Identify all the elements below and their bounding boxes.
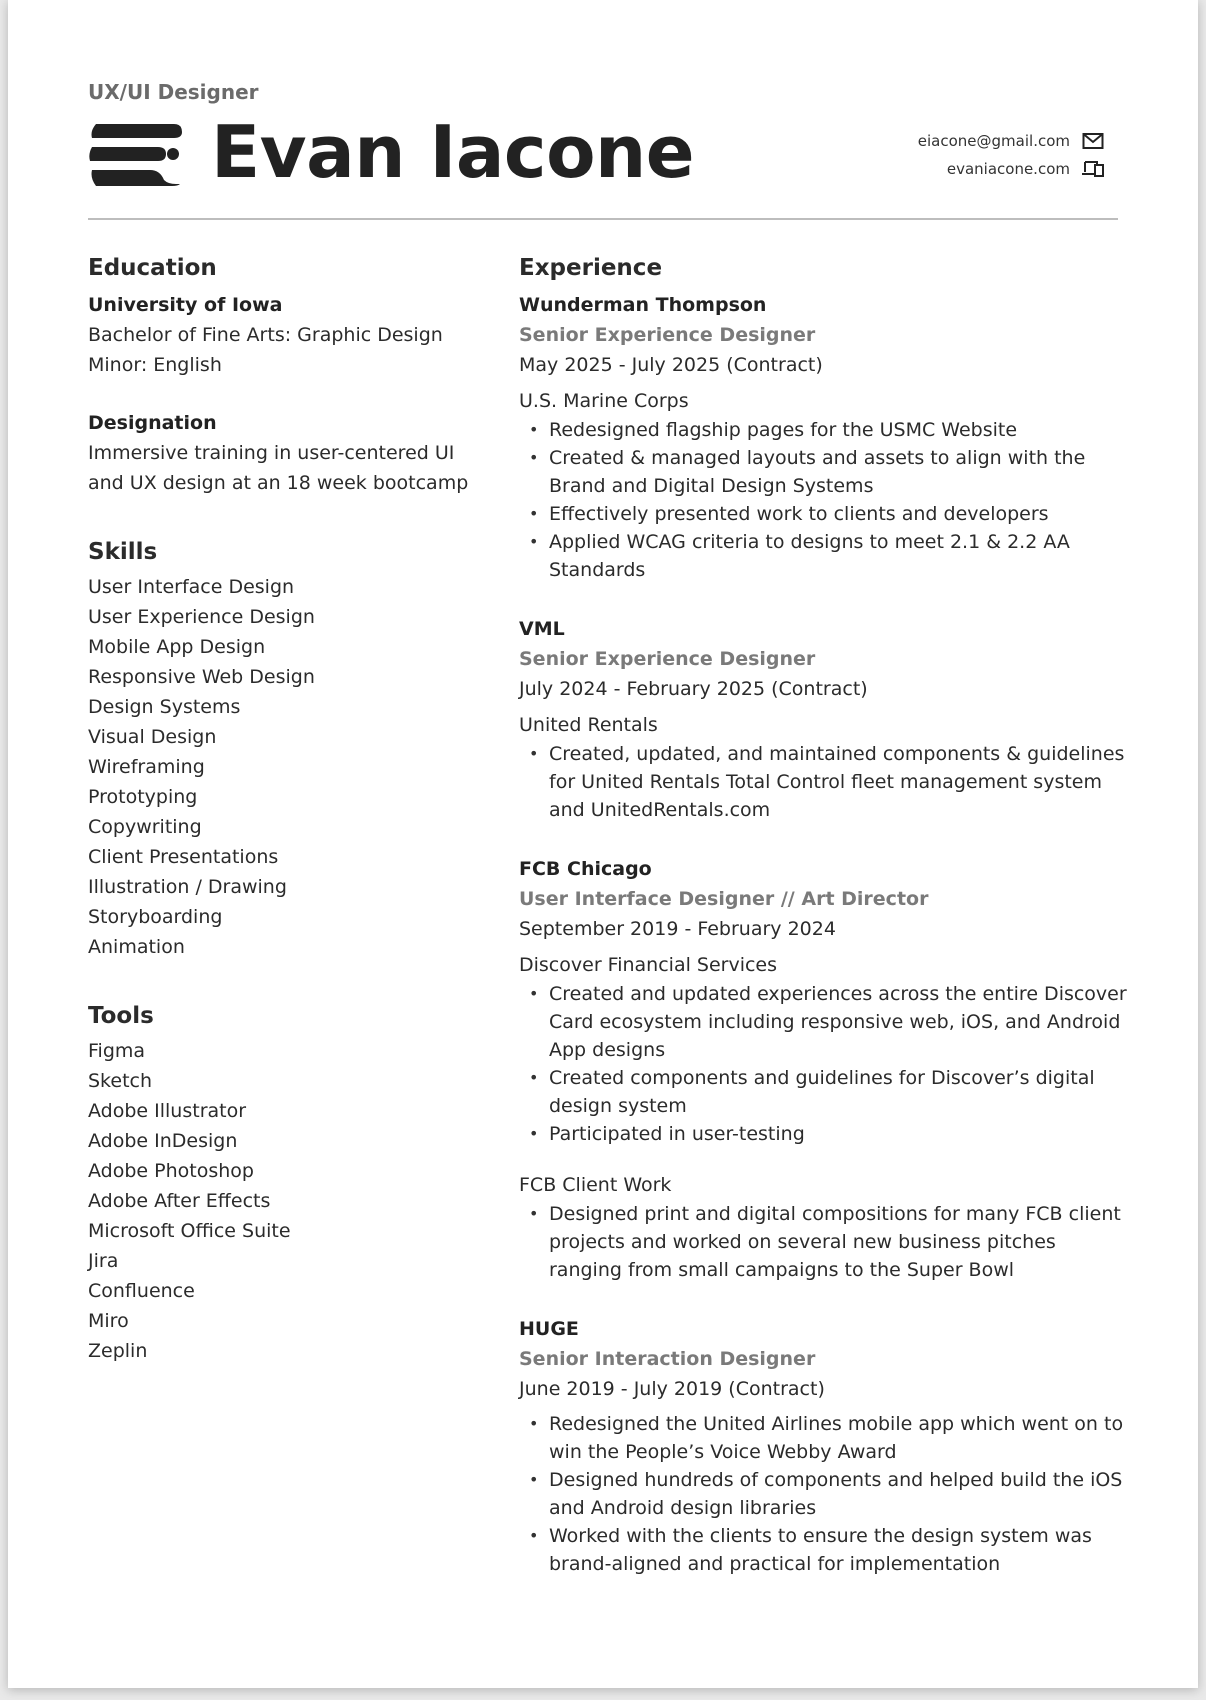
bullet-list	[519, 740, 1129, 824]
tool-item: Miro	[88, 1310, 129, 1332]
tools-list	[88, 1036, 488, 1366]
client-name: United Rentals	[519, 714, 658, 736]
website-link[interactable]: evaniacone.com	[946, 160, 1070, 178]
bullet-item: • Created, updated, and maintained components & guidelines for United Rentals Total Control fleet management system and UnitedRentals.com	[519, 740, 1129, 824]
skill-item: Client Presentations	[88, 846, 279, 868]
skill-item: Prototyping	[88, 786, 198, 808]
job-title: Senior Experience Designer	[519, 324, 816, 346]
bullet-item: • Worked with the clients to ensure the design system was brand-aligned and practical for implementation	[519, 1522, 1129, 1578]
tool-item: Jira	[88, 1250, 119, 1272]
job-dates: June 2019 - July 2019 (Contract)	[519, 1378, 825, 1400]
full-name: Evan Iacone	[211, 110, 695, 194]
bullet-item: • Created components and guidelines for Discover’s digital design system	[519, 1064, 1129, 1120]
education-heading: Education	[88, 255, 217, 281]
skill-item: Responsive Web Design	[88, 666, 315, 688]
designation-heading: Designation	[88, 412, 217, 434]
designation-line: Immersive training in user-centered UI	[88, 442, 455, 464]
minor: Minor: English	[88, 354, 222, 376]
email-link[interactable]: eiacone@gmail.com	[917, 132, 1070, 150]
tool-item: Zeplin	[88, 1340, 148, 1362]
tool-item: Figma	[88, 1040, 146, 1062]
tool-item: Microsoft Office Suite	[88, 1220, 291, 1242]
tools-heading: Tools	[88, 1003, 154, 1029]
tool-item: Adobe Photoshop	[88, 1160, 254, 1182]
bullet-list	[519, 416, 1129, 584]
skill-item: Copywriting	[88, 816, 202, 838]
company-name: HUGE	[519, 1318, 579, 1340]
right-column	[519, 252, 1129, 1608]
tool-item: Adobe InDesign	[88, 1130, 238, 1152]
education-section	[88, 252, 488, 498]
skills-section	[88, 536, 488, 962]
tool-item: Adobe After Effects	[88, 1190, 271, 1212]
job-title: Senior Experience Designer	[519, 648, 816, 670]
company-name: Wunderman Thompson	[519, 294, 767, 316]
bullet-list	[519, 980, 1129, 1148]
job-dates: September 2019 - February 2024	[519, 918, 836, 940]
devices-icon	[1082, 159, 1104, 177]
bullet-item: • Redesigned flagship pages for the USMC Website	[519, 416, 1129, 444]
skill-item: Design Systems	[88, 696, 241, 718]
bullet-item: • Redesigned the United Airlines mobile app which went on to win the People’s Voice Webby Award	[519, 1410, 1129, 1466]
bullet-list	[519, 1410, 1129, 1578]
resume-page	[8, 0, 1198, 1688]
bullet-item: • Participated in user-testing	[519, 1120, 1129, 1148]
ei-monogram-logo	[88, 120, 186, 188]
school-name: University of Iowa	[88, 294, 283, 316]
job-entry	[519, 614, 1129, 824]
bullet-item: • Created and updated experiences across the entire Discover Card ecosystem including responsive web, iOS, and Android App designs	[519, 980, 1129, 1064]
experience-heading: Experience	[519, 255, 663, 281]
client-name: FCB Client Work	[519, 1174, 672, 1196]
tool-item: Sketch	[88, 1070, 153, 1092]
skill-item: Mobile App Design	[88, 636, 266, 658]
company-name: VML	[519, 618, 565, 640]
job-dates: May 2025 - July 2025 (Contract)	[519, 354, 823, 376]
skills-heading: Skills	[88, 539, 158, 565]
skills-list	[88, 572, 488, 962]
left-column	[88, 252, 488, 1404]
client-name: U.S. Marine Corps	[519, 390, 689, 412]
job-dates: July 2024 - February 2025 (Contract)	[519, 678, 868, 700]
skill-item: Wireframing	[88, 756, 205, 778]
bullet-item: • Applied WCAG criteria to designs to meet 2.1 & 2.2 AA Standards	[519, 528, 1129, 584]
skill-item: Animation	[88, 936, 185, 958]
skill-item: Storyboarding	[88, 906, 223, 928]
job-title: Senior Interaction Designer	[519, 1348, 816, 1370]
skill-item: Illustration / Drawing	[88, 876, 287, 898]
bullet-item: • Effectively presented work to clients and developers	[519, 500, 1129, 528]
bullet-item: • Created & managed layouts and assets to align with the Brand and Digital Design Systems	[519, 444, 1129, 500]
job-title: User Interface Designer // Art Director	[519, 888, 929, 910]
bullet-list	[519, 1200, 1129, 1284]
job-entry	[519, 1314, 1129, 1578]
envelope-icon	[1082, 132, 1104, 150]
tool-item: Confluence	[88, 1280, 195, 1302]
job-entry	[519, 854, 1129, 1284]
skill-item: Visual Design	[88, 726, 217, 748]
tools-section	[88, 1000, 488, 1366]
bullet-item: • Designed hundreds of components and helped build the iOS and Android design libraries	[519, 1466, 1129, 1522]
job-role: UX/UI Designer	[88, 80, 259, 104]
tool-item: Adobe Illustrator	[88, 1100, 247, 1122]
company-name: FCB Chicago	[519, 858, 652, 880]
skill-item: User Interface Design	[88, 576, 295, 598]
client-name: Discover Financial Services	[519, 954, 778, 976]
job-entry	[519, 290, 1129, 584]
degree: Bachelor of Fine Arts: Graphic Design	[88, 324, 443, 346]
bullet-item: • Designed print and digital compositions for many FCB client projects and worked on several new business pitches ranging from small campaigns to the Super Bowl	[519, 1200, 1129, 1284]
header-divider	[88, 218, 1118, 220]
skill-item: User Experience Design	[88, 606, 315, 628]
designation-line: and UX design at an 18 week bootcamp	[88, 472, 469, 494]
